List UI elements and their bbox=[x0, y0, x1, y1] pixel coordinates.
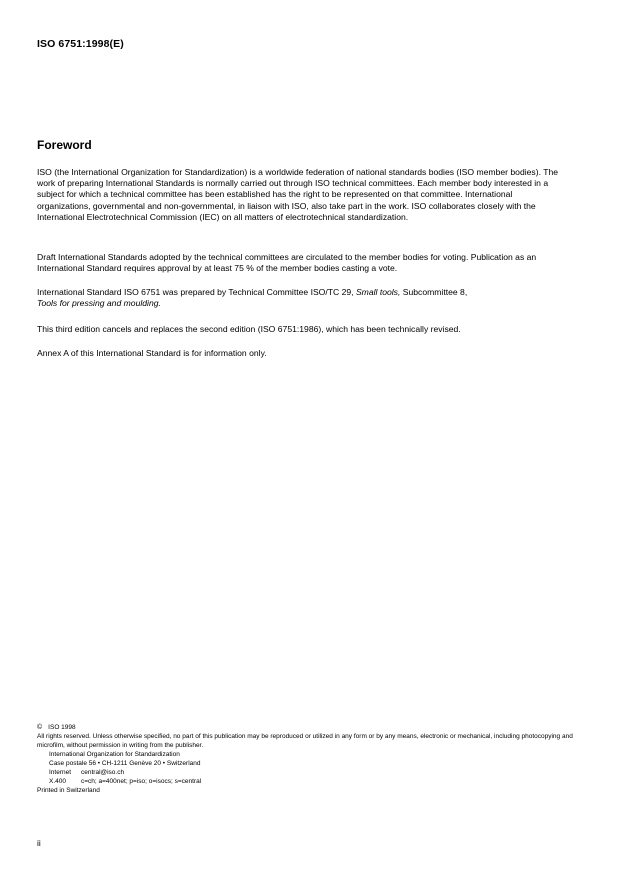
org-address: Case postale 56 • CH-1211 Genève 20 • Switzerland bbox=[49, 760, 201, 767]
internet-value: central@iso.ch bbox=[81, 769, 125, 776]
x400-line bbox=[37, 777, 582, 786]
foreword-paragraph-1: ISO (the International Organization for Standardization) is a worldwide federation of national standards bodies (ISO member bodies). The work of preparing International Standards is normally carried out through ISO technical committees. Each member body interested in a subject for which a technical committee has been established has the right to be represented on that committee. International organizations, governmental and non-governmental, in liaison with ISO, also take part in the work. ISO collaborates closely with the International Electrotechnical Commission (IEC) on all matters of electrotechnical standardization. bbox=[37, 167, 559, 222]
x400-label: X.400 bbox=[49, 778, 66, 785]
foreword-heading: Foreword bbox=[37, 138, 92, 152]
document-id-header: ISO 6751:1998(E) bbox=[37, 38, 124, 50]
x400-value: c=ch; a=400net; p=iso; o=isocs; s=central bbox=[81, 778, 202, 785]
foreword-paragraph-2: Draft International Standards adopted by the technical committees are circulated to the member bodies for voting. Publication as an International Standard requires approval by at least 75 % of the member bodies casting a vote. bbox=[37, 252, 537, 274]
copyright-text: ISO 1998 bbox=[48, 724, 76, 731]
foreword-paragraph-4: This third edition cancels and replaces the second edition (ISO 6751:1986), which has been technically revised. bbox=[37, 324, 461, 334]
rights-statement: All rights reserved. Unless otherwise specified, no part of this publication may be reproduced or utilized in any form or by any means, electronic or mechanical, including photocopying and microfilm, without permission in writing from the publisher. bbox=[37, 733, 573, 749]
copyright-footer bbox=[37, 723, 582, 795]
printed-in: Printed in Switzerland bbox=[37, 787, 100, 794]
foreword-paragraph-3 bbox=[37, 287, 567, 309]
page-number: ii bbox=[37, 838, 41, 848]
p3-italic-small-tools: Small tools, bbox=[355, 287, 401, 297]
foreword-paragraph-5: Annex A of this International Standard is for information only. bbox=[37, 348, 267, 358]
p3-prefix: International Standard ISO 6751 was prepared by Technical Committee ISO/TC 29, bbox=[37, 287, 356, 297]
copyright-icon: © bbox=[37, 724, 43, 731]
internet-label: Internet bbox=[49, 769, 72, 776]
org-name: International Organization for Standardization bbox=[49, 751, 180, 758]
p3-middle: Subcommittee 8, bbox=[400, 287, 468, 297]
internet-line bbox=[37, 768, 582, 777]
copyright-line bbox=[37, 723, 582, 732]
p3-italic-pressing: Tools for pressing and moulding. bbox=[37, 298, 161, 309]
